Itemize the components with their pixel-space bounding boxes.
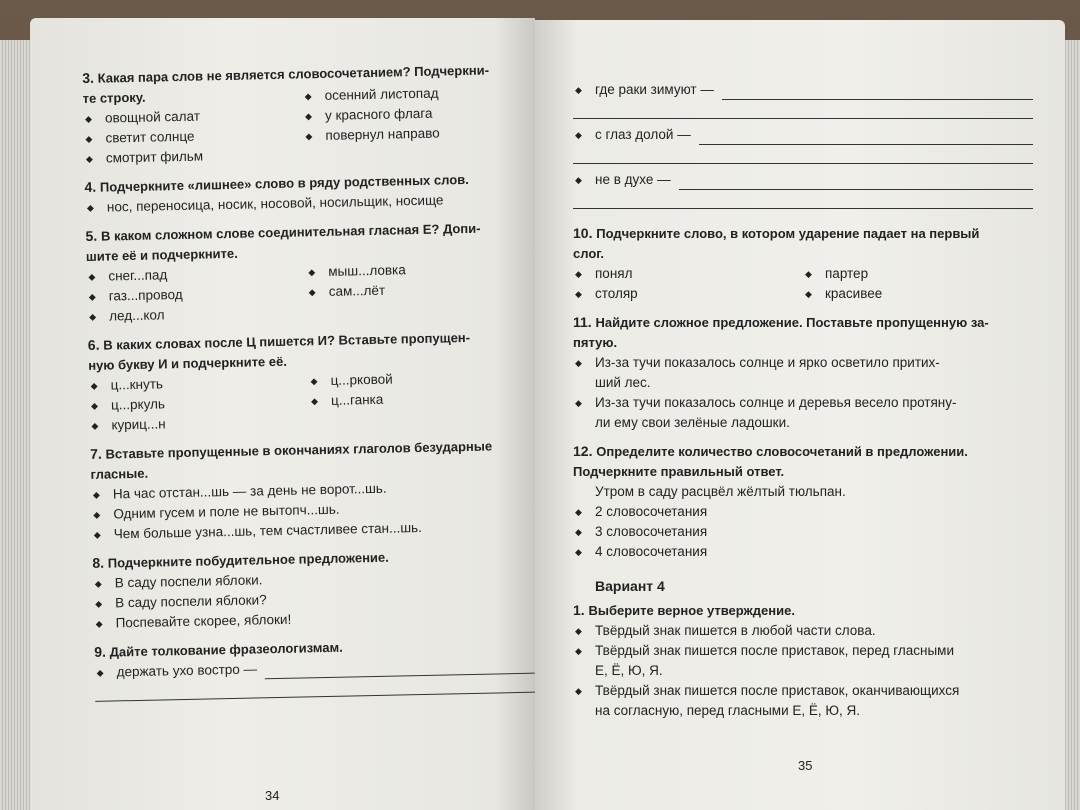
question-7 [90, 435, 532, 545]
option: ◆ Поспевайте скорее, яблоки! [93, 605, 533, 634]
question-3 [82, 59, 524, 169]
option: ◆ столяр [573, 284, 803, 304]
page-stack-left [0, 40, 32, 810]
question-number: 11. [573, 314, 592, 330]
option: ◆ осенний листопад [302, 82, 522, 107]
question-number: 3. [82, 69, 95, 86]
option: ◆ лед...кол [87, 302, 307, 327]
question-text: Подчеркните побудительное предложение. [107, 549, 389, 571]
question-text-cont: ную букву И и подчеркните её. [88, 353, 288, 373]
question-text: Выберите верное утверждение. [588, 603, 795, 618]
right-page-content [573, 80, 1033, 729]
answer-line[interactable] [573, 145, 1033, 164]
option-line: на согласную, перед гласными Е, Ё, Ю, Я. [595, 703, 861, 718]
option [573, 641, 1033, 681]
option: ◆ мыш...ловка [306, 258, 526, 283]
option: ◆ На час отстан...шь — за день не ворот...шь. [91, 476, 531, 505]
answer-line[interactable] [699, 130, 1033, 145]
question-text: В каких словах после Ц пишется И? Вставьте пропущен- [103, 329, 471, 353]
question-text: Какая пара слов не является словосочетанием? Подчеркни- [97, 62, 490, 86]
option: ◆ у красного флага [303, 102, 523, 127]
option: ◆ ц...кнуть [88, 371, 308, 396]
option: ◆ Одним гусем и поле не вытопч...шь. [91, 496, 531, 525]
idiom: ◆ с глаз долой — [595, 127, 691, 142]
question-text: Определите количество словосочетаний в предложении. [596, 444, 968, 459]
option: ◆ ц...ганка [309, 387, 529, 412]
question-text-cont: пятую. [573, 335, 618, 350]
left-page-content [82, 59, 535, 710]
question-number: 1. [573, 602, 585, 618]
answer-line[interactable] [573, 100, 1033, 119]
option-line: ◆ Из-за тучи показалось солнце и деревья весело протяну- [595, 395, 957, 410]
option [573, 681, 1033, 721]
question-10 [573, 223, 1033, 304]
question-text-cont: шите её и подчеркните. [85, 245, 238, 264]
question-text-cont: слог. [573, 246, 604, 261]
option: ◆ куриц...н [89, 411, 309, 436]
option: ◆ газ...провод [87, 282, 307, 307]
answer-line-item [573, 170, 1033, 190]
option: ◆ сам...лёт [307, 278, 527, 303]
left-page [30, 18, 535, 810]
option: ◆ красивее [803, 284, 1033, 304]
option: ◆ 3 словосочетания [573, 522, 1033, 542]
option [573, 621, 1033, 641]
option-line: ◆ Твёрдый знак пишется после приставок, оканчивающихся [595, 683, 960, 698]
option: ◆ нос, переносица, носик, носовой, носильщик, носище [85, 189, 525, 218]
option: ◆ снег...пад [86, 262, 306, 287]
question-text: Вставьте пропущенные в окончаниях глаголов безударные [105, 438, 493, 462]
question-text: Найдите сложное предложение. Поставьте пропущенную за- [595, 315, 989, 330]
question-number: 6. [87, 336, 100, 353]
option: ◆ ц...ркуль [89, 391, 309, 416]
option-line: ◆ Твёрдый знак пишется в любой части слова. [595, 623, 876, 638]
question-12 [573, 441, 1033, 562]
option-line: ◆ Из-за тучи показалось солнце и ярко осветило притих- [595, 355, 940, 370]
right-page [535, 20, 1065, 810]
answer-line[interactable] [573, 190, 1033, 209]
question-9 [94, 633, 535, 702]
question-text: В каком сложном слове соединительная гласная Е? Допи- [100, 220, 481, 244]
question-6 [88, 326, 530, 436]
idiom: ◆ не в духе — [595, 172, 671, 187]
answer-line[interactable] [722, 85, 1033, 100]
option [573, 393, 1033, 433]
option: ◆ 4 словосочетания [573, 542, 1033, 562]
option: ◆ Чем больше узна...шь, тем счастливее стан...шь. [92, 516, 532, 545]
option-line: ший лес. [595, 375, 651, 390]
page-number: 35 [798, 758, 813, 773]
idiom: ◆ держать ухо востро — [116, 661, 258, 680]
question-text: Подчеркните слово, в котором ударение падает на первый [596, 226, 980, 241]
question-number: 5. [85, 227, 98, 244]
variant-question-1 [573, 600, 1033, 721]
question-number: 9. [94, 643, 107, 660]
question-text-cont: те строку. [82, 89, 146, 106]
question-11 [573, 312, 1033, 433]
question-number: 8. [92, 554, 105, 571]
question-text-cont: гласные. [90, 465, 149, 482]
page-number: 34 [265, 788, 280, 803]
answer-line-item [573, 80, 1033, 100]
question-number: 12. [573, 443, 593, 459]
idiom: ◆ где раки зимуют — [595, 82, 714, 97]
variant-heading: Вариант 4 [595, 578, 665, 594]
option: ◆ 2 словосочетания [573, 502, 1033, 522]
question-number: 4. [84, 178, 97, 195]
question-9-continued [573, 80, 1033, 209]
option: ◆ В саду поспели яблоки? [93, 585, 533, 614]
question-text-cont: Подчеркните правильный ответ. [573, 464, 785, 479]
question-8 [92, 544, 534, 634]
question-number: 10. [573, 225, 593, 241]
option-line: ли ему свои зелёные ладошки. [595, 415, 790, 430]
option [573, 353, 1033, 393]
option-line: Е, Ё, Ю, Я. [595, 663, 663, 678]
option: ◆ повернул направо [303, 122, 523, 147]
option: ◆ смотрит фильм [84, 144, 304, 169]
question-number: 7. [89, 445, 102, 462]
option: ◆ ц...рковой [308, 367, 528, 392]
option-line: ◆ Твёрдый знак пишется после приставок, перед гласными [595, 643, 954, 658]
sentence: Утром в саду расцвёл жёлтый тюльпан. [595, 484, 846, 499]
option: ◆ В саду поспели яблоки. [93, 565, 533, 594]
answer-line-item [573, 125, 1033, 145]
question-4 [84, 168, 525, 218]
question-text: Дайте толкование фразеологизмам. [109, 639, 343, 660]
option: ◆ понял [573, 264, 803, 284]
question-text: Подчеркните «лишнее» слово в ряду родственных слов. [99, 171, 469, 195]
option: ◆ партер [803, 264, 1033, 284]
answer-line[interactable] [679, 175, 1033, 190]
option: ◆ овощной салат [83, 104, 303, 129]
option: ◆ светит солнце [83, 124, 303, 149]
question-5 [85, 217, 527, 327]
